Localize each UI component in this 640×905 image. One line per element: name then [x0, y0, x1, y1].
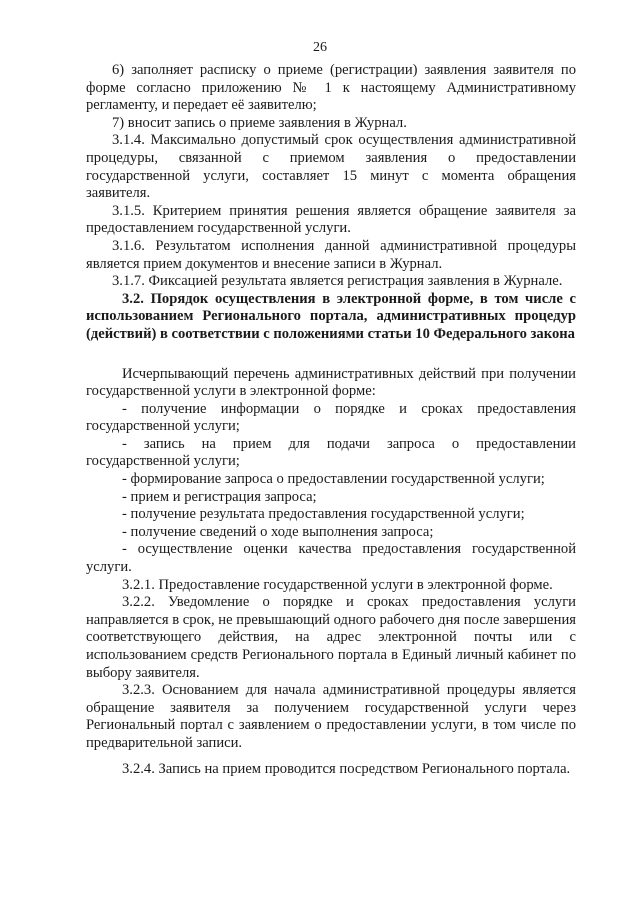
actions-list-intro: Исчерпывающий перечень административных действий при получении государственной услуги в электронной форме:	[86, 365, 576, 400]
list-item: - осуществление оценки качества предоставления государственной услуги.	[86, 541, 576, 576]
paragraph-3-2-4: 3.2.4. Запись на прием проводится посредством Регионального портала.	[122, 760, 571, 777]
document-body	[86, 62, 576, 778]
paragraph-3-1-6: 3.1.6. Результатом исполнения данной административной процедуры является прием документов и внесение записи в Журнал.	[86, 237, 576, 272]
paragraph-3-2-1: 3.2.1. Предоставление государственной услуги в электронной форме.	[122, 576, 553, 593]
paragraph-3-2-3: 3.2.3. Основанием для начала административной процедуры является обращение заявителя за получением государственной услуги через Региональный портал с заявлением о предоставлении услуги, в том числе по предварительной записи.	[86, 682, 576, 751]
list-item: - запись на прием для подачи запроса о предоставлении государственной услуги;	[86, 435, 576, 470]
paragraph-3-1-5: 3.1.5. Критерием принятия решения является обращение заявителя за предоставлением государственной услуги.	[86, 202, 576, 237]
paragraph-3-2-2: 3.2.2. Уведомление о порядке и сроках предоставления услуги направляется в срок, не превышающий одного рабочего дня после завершения соответствующего действия, на адрес электронной почты или с использованием средств Регионального портала в Единый личный кабинет по выбору заявителя.	[86, 594, 576, 681]
paragraph-3-1-7: 3.1.7. Фиксацией результата является регистрация заявления в Журнале.	[112, 273, 563, 290]
section-heading-3-2: 3.2. Порядок осуществления в электронной форме, в том числе с использованием Регионального портала, административных процедур (действий) в соответствии с положениями статьи 10 Федерального закона	[86, 290, 576, 342]
list-item: - прием и регистрация запроса;	[122, 488, 317, 505]
paragraph-item-7: 7) вносит запись о приеме заявления в Журнал.	[112, 114, 407, 131]
paragraph-item-6: 6) заполняет расписку о приеме (регистрации) заявления заявителя по форме согласно приложению № 1 к настоящему Административному регламенту, и передает её заявителю;	[86, 62, 576, 114]
list-item: - формирование запроса о предоставлении государственной услуги;	[122, 471, 545, 488]
list-item: - получение информации о порядке и сроках предоставления государственной услуги;	[86, 400, 576, 435]
paragraph-3-1-4: 3.1.4. Максимально допустимый срок осуществления административной процедуры, связанной с приемом заявления о предоставлении государственной услуги, составляет 15 минут с момента обращения заявителя.	[86, 132, 576, 202]
list-item: - получение сведений о ходе выполнения запроса;	[122, 523, 434, 540]
list-item: - получение результата предоставления государственной услуги;	[122, 506, 525, 523]
page-number: 26	[313, 40, 327, 55]
